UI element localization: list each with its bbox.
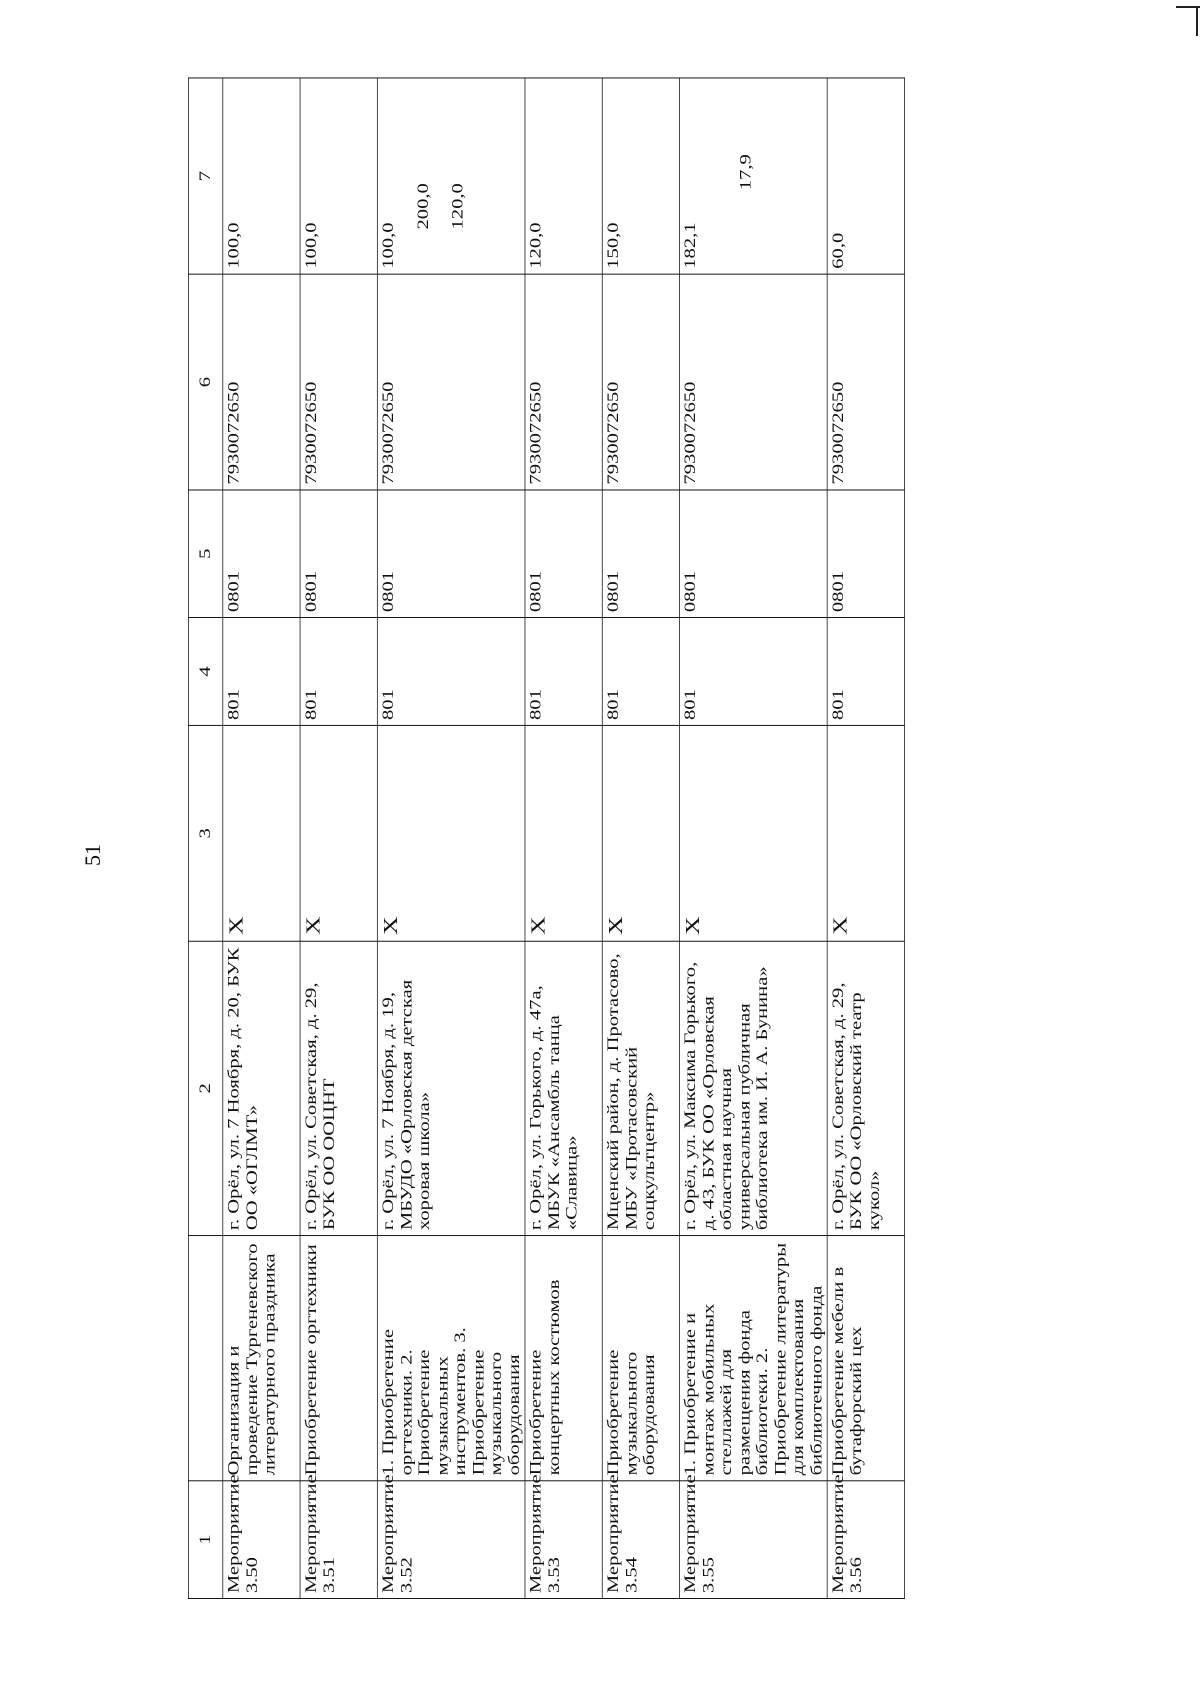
header-col-1b <box>188 1236 222 1481</box>
header-row <box>188 78 222 1599</box>
name-cell: Приобретение музыкального оборудования <box>602 1236 679 1481</box>
amount-cell <box>300 78 377 274</box>
event-cell: Мероприятие 3.55 <box>680 1481 828 1599</box>
col6-cell: 7930072650 <box>827 274 904 490</box>
address-cell: Мценский район, д. Протасово, МБУ «Протасовский соцкультцентр» <box>602 941 679 1235</box>
amount-cell <box>827 78 904 274</box>
amount-cell <box>377 78 525 274</box>
amount-cell <box>223 78 300 274</box>
col5-cell: 0801 <box>223 490 300 618</box>
budget-table-rotated <box>188 78 1106 1599</box>
amount-value: 100,0 <box>301 222 320 269</box>
event-cell: Мероприятие 3.52 <box>377 1481 525 1599</box>
col5-cell: 0801 <box>525 490 602 618</box>
name-cell: Приобретение оргтехники <box>300 1236 377 1481</box>
amount-value: 100,0 <box>223 222 243 269</box>
col6-cell: 7930072650 <box>602 274 679 490</box>
table-row <box>525 78 602 1599</box>
amount-cell <box>680 78 828 274</box>
col3-cell: Х <box>680 725 828 941</box>
address-cell: г. Орёл, ул. Советская, д. 29, БУК ОО ООЦНТ <box>300 941 377 1235</box>
address-cell: г. Орёл, ул. Максима Горького, д. 43, БУК ОО «Орловская областная научная универсальная публичная библиотека им. И. А. Бунина» <box>680 941 828 1235</box>
amount-value: 100,0 <box>378 222 397 269</box>
amount-value: 60,0 <box>828 232 847 269</box>
amount-value: 17,9 <box>735 154 754 191</box>
col5-cell: 0801 <box>827 490 904 618</box>
amount-value: 120,0 <box>448 183 467 230</box>
col5-cell: 0801 <box>602 490 679 618</box>
table-row <box>680 78 828 1599</box>
col4-cell: 801 <box>525 618 602 726</box>
col5-cell: 0801 <box>300 490 377 618</box>
amount-value: 182,1 <box>680 222 700 269</box>
header-col-1: 1 <box>188 1481 222 1599</box>
col5-cell: 0801 <box>377 490 525 618</box>
amount-cell <box>602 78 679 274</box>
col3-cell: Х <box>827 725 904 941</box>
event-cell: Мероприятие 3.56 <box>827 1481 904 1599</box>
header-col-4: 4 <box>188 618 222 726</box>
col6-cell: 7930072650 <box>300 274 377 490</box>
col6-cell: 7930072650 <box>377 274 525 490</box>
col3-cell: Х <box>377 725 525 941</box>
page-number: 51 <box>80 844 105 866</box>
address-cell: г. Орёл, ул. Советская, д. 29, БУК ОО «Орловский театр кукол» <box>827 941 904 1235</box>
table-row <box>377 78 525 1599</box>
budget-table <box>188 77 905 1599</box>
name-cell: 1. Приобретение и монтаж мобильных стеллажей для размещения фонда библиотеки. 2. Приобретение литературы для комплектования библиотечного фонда <box>680 1236 828 1481</box>
event-cell: Мероприятие 3.53 <box>525 1481 602 1599</box>
amount-value: 120,0 <box>526 222 545 269</box>
col4-cell: 801 <box>300 618 377 726</box>
col5-cell: 0801 <box>680 490 828 618</box>
col3-cell: Х <box>300 725 377 941</box>
address-cell: г. Орёл, ул. Горького, д. 47а, МБУК «Ансамбль танца «Славица» <box>525 941 602 1235</box>
event-cell: Мероприятие 3.54 <box>602 1481 679 1599</box>
table-row <box>602 78 679 1599</box>
event-cell: Мероприятие 3.51 <box>300 1481 377 1599</box>
address-cell: г. Орёл, ул. 7 Ноября, д. 19, МБУДО «Орловская детская хоровая школа» <box>377 941 525 1235</box>
col4-cell: 801 <box>223 618 300 726</box>
col3-cell: Х <box>223 725 300 941</box>
col4-cell: 801 <box>827 618 904 726</box>
scan-corner-mark <box>1176 6 1200 22</box>
header-col-6: 6 <box>188 274 222 490</box>
col3-cell: Х <box>602 725 679 941</box>
name-cell: Приобретение концертных костюмов <box>525 1236 602 1481</box>
col4-cell: 801 <box>377 618 525 726</box>
col4-cell: 801 <box>680 618 828 726</box>
col4-cell: 801 <box>602 618 679 726</box>
name-cell: Приобретение мебели в бутафорский цех <box>827 1236 904 1481</box>
col3-cell: Х <box>525 725 602 941</box>
name-cell: 1. Приобретение оргтехники. 2. Приобретение музыкальных инструментов. 3. Приобретение музыкального оборудования <box>377 1236 525 1481</box>
table-row <box>223 78 300 1599</box>
table-row <box>827 78 904 1599</box>
address-cell: г. Орёл, ул. 7 Ноября, д. 20, БУК ОО «ОГЛМТ» <box>223 941 300 1235</box>
col6-cell: 7930072650 <box>680 274 828 490</box>
header-col-2: 2 <box>188 941 222 1235</box>
amount-cell <box>525 78 602 274</box>
header-col-7: 7 <box>188 78 222 274</box>
event-cell: Мероприятие 3.50 <box>223 1481 300 1599</box>
header-col-5: 5 <box>188 490 222 618</box>
col6-cell: 7930072650 <box>525 274 602 490</box>
table-row <box>300 78 377 1599</box>
amount-value: 200,0 <box>413 183 432 230</box>
amount-value: 150,0 <box>603 222 622 269</box>
header-col-3: 3 <box>188 725 222 941</box>
col6-cell: 7930072650 <box>223 274 300 490</box>
name-cell: Организация и проведение Тургеневского литературного праздника <box>223 1236 300 1481</box>
